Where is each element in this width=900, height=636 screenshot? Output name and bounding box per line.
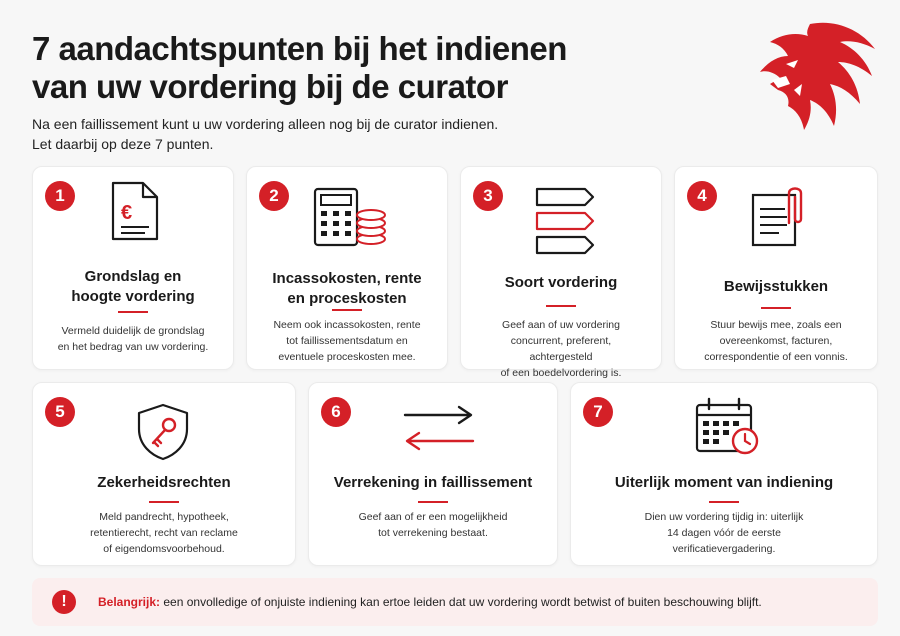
- card-description: [571, 509, 877, 557]
- card-description: [33, 323, 233, 355]
- lion-logo: [750, 14, 890, 144]
- accent-rule: [418, 501, 448, 503]
- card-description-line: Vermeld duidelijk de grondslag: [61, 325, 205, 337]
- number-badge: 7: [583, 397, 613, 427]
- card-title: [33, 267, 233, 307]
- accent-rule: [546, 305, 576, 307]
- card-description: [309, 509, 557, 541]
- card-title-line: Verrekening in faillissement: [333, 474, 533, 491]
- calendar-clock-icon: [693, 397, 763, 459]
- card-title-line: Uiterlijk moment van indiening: [614, 474, 834, 491]
- card-description-line: en het bedrag van uw vordering.: [57, 341, 209, 353]
- card-3: [460, 166, 662, 379]
- card-description-line: correspondentie of een vonnis.: [704, 351, 848, 363]
- card-description-line: Dien uw vordering tijdig in: uiterlijk: [644, 511, 804, 523]
- page-title: [32, 30, 672, 106]
- card-7: [570, 382, 878, 566]
- card-title-line: hoogte vordering: [71, 288, 195, 305]
- card-description-line: eventuele proceskosten mee.: [278, 351, 416, 363]
- card-description-line: Geef aan of uw vordering: [502, 319, 620, 331]
- card-description-line: overeenkomst, facturen,: [719, 335, 833, 347]
- card-description-line: retentierecht, recht van reclame: [90, 527, 238, 539]
- card-title-line: Soort vordering: [504, 274, 618, 291]
- shield-key-icon: [133, 403, 193, 461]
- page-title-line-2: van uw vordering bij de curator: [32, 68, 508, 105]
- card-description: [461, 317, 661, 381]
- euro-document-icon: [105, 181, 165, 243]
- card-title-line: Grondslag en: [84, 268, 182, 285]
- card-title: [461, 273, 661, 293]
- card-description: [33, 509, 295, 557]
- notice-body: een onvolledige of onjuiste indiening kan ertoe leiden dat uw vordering wordt betwist of buiten beschouwing blijft.: [163, 595, 762, 609]
- card-description-line: Meld pandrecht, hypotheek,: [99, 511, 229, 523]
- card-title-line: Bewijsstukken: [723, 278, 829, 295]
- accent-rule: [709, 501, 739, 503]
- card-description-line: 14 dagen vóór de eerste: [667, 527, 781, 539]
- card-description: [247, 317, 447, 365]
- exchange-arrows-icon: [401, 403, 477, 453]
- svg-text:€: €: [121, 202, 133, 224]
- number-badge: 5: [45, 397, 75, 427]
- important-notice: [32, 578, 878, 626]
- card-6: [308, 382, 558, 566]
- card-5: [32, 382, 296, 566]
- card-description-line: Stuur bewijs mee, zoals een: [710, 319, 842, 331]
- page-subtitle: [32, 114, 672, 154]
- card-title: [33, 473, 295, 493]
- notice-label: Belangrijk:: [98, 595, 161, 609]
- exclamation-icon: !: [52, 590, 76, 614]
- card-1: [32, 166, 234, 370]
- card-description-line: Neem ook incassokosten, rente: [273, 319, 421, 331]
- card-description-line: of eigendomsvoorbehoud.: [103, 543, 225, 555]
- card-4: [674, 166, 878, 370]
- document-paperclip-icon: [749, 183, 809, 249]
- card-title: [309, 473, 557, 493]
- card-title: [247, 269, 447, 309]
- card-description-line: concurrent, preferent, achtergesteld: [510, 335, 612, 363]
- card-title: [571, 473, 877, 493]
- number-badge: 3: [473, 181, 503, 211]
- category-tags-icon: [533, 187, 597, 255]
- page-title-line-1: 7 aandachtspunten bij het indienen: [32, 30, 567, 67]
- card-description: [675, 317, 877, 365]
- accent-rule: [149, 501, 179, 503]
- page-subtitle-line-2: Let daarbij op deze 7 punten.: [32, 136, 214, 152]
- card-description-line: of een boedelvordering is.: [500, 367, 622, 379]
- card-title-line: Incassokosten, rente: [272, 270, 422, 287]
- card-description-line: verificatievergadering.: [672, 543, 776, 555]
- card-title-line: en proceskosten: [287, 290, 407, 307]
- number-badge: 2: [259, 181, 289, 211]
- number-badge: 1: [45, 181, 75, 211]
- card-title: [675, 277, 877, 297]
- card-description-line: tot faillissementsdatum en: [286, 335, 408, 347]
- card-description-line: Geef aan of er een mogelijkheid: [358, 511, 508, 523]
- notice-text: [98, 594, 866, 610]
- accent-rule: [761, 307, 791, 309]
- card-title-line: Zekerheidsrechten: [97, 474, 231, 491]
- card-2: [246, 166, 448, 370]
- card-description-line: tot verrekening bestaat.: [378, 527, 488, 539]
- accent-rule: [118, 311, 148, 313]
- number-badge: 4: [687, 181, 717, 211]
- page-subtitle-line-1: Na een faillissement kunt u uw vordering alleen nog bij de curator indienen.: [32, 116, 499, 132]
- accent-rule: [332, 309, 362, 311]
- number-badge: 6: [321, 397, 351, 427]
- calculator-coins-icon: [311, 187, 391, 251]
